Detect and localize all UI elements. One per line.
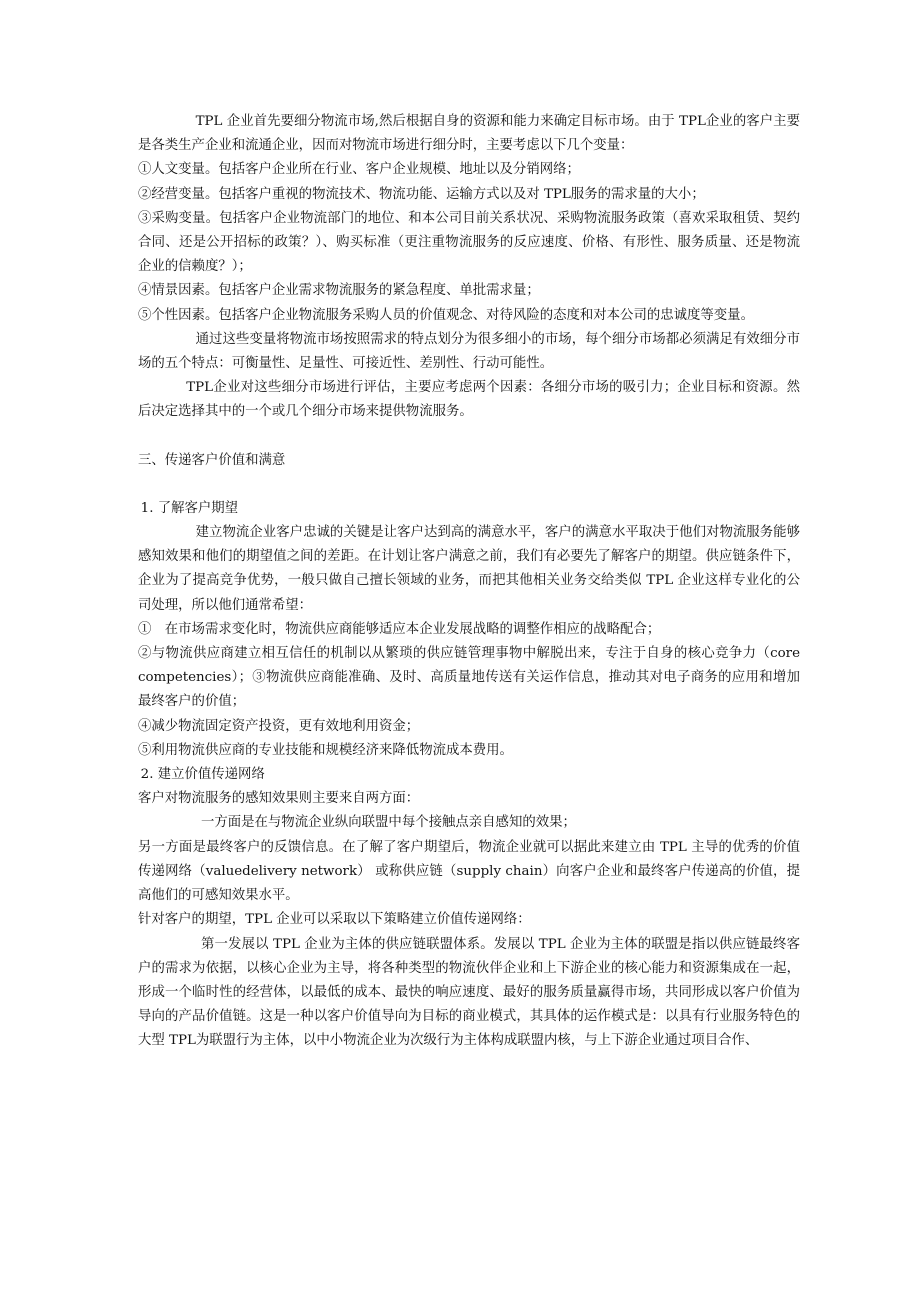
spacer <box>138 473 800 497</box>
list-item-hope-1: ① 在市场需求变化时，物流供应商能够适应本企业发展战略的调整作相应的战略配合； <box>138 621 661 637</box>
list-item-purchasing: ③采购变量。包括客户企业物流部门的地位、和本公司目前关系状况、采购物流服务政策（喜欢采取租赁、契约合同、还是公开招标的政策？）、购买标准（更注重物流服务的反应速度、价格、有形性、服务质量、还是物流企业的信赖度？）； <box>138 210 800 275</box>
list-item-situational: ④情景因素。包括客户企业需求物流服务的紧急程度、单批需求量； <box>138 283 540 299</box>
paragraph-evaluation: TPL企业对这些细分市场进行评估，主要应考虑两个因素：各细分市场的吸引力；企业目标和资源。然后决定选择其中的一个或几个细分市场来提供物流服务。 <box>138 380 800 420</box>
subsection-heading-1: 1. 了解客户期望 <box>140 500 239 516</box>
list-item-hope-2-3: ②与物流供应商建立相互信任的机制以从繁琐的供应链管理事物中解脱出来，专注于自身的核心竞争力（core competencies）；③物流供应商能准确、及时、高质量地传送有关运作信息，推动其对电子商务的应用和增加最终客户的价值； <box>138 646 800 710</box>
spacer <box>138 425 800 449</box>
list-item-hope-4: ④减少物流固定资产投资，更有效地利用资金； <box>138 718 420 734</box>
subsection-heading-2: 2. 建立价值传递网络 <box>140 767 265 783</box>
paragraph-one-side: 一方面是在与物流企业纵向联盟中每个接触点亲自感知的效果； <box>200 815 576 831</box>
list-item-operating: ②经营变量。包括客户重视的物流技术、物流功能、运输方式以及对 TPL服务的需求量的大小； <box>138 186 705 202</box>
paragraph-perception: 客户对物流服务的感知效果则主要来自两方面： <box>138 791 420 807</box>
list-item-hope-5: ⑤利用物流供应商的专业技能和规模经济来降低物流成本费用。 <box>138 742 513 758</box>
paragraph-segmentation: 通过这些变量将物流市场按照需求的特点划分为很多细小的市场，每个细分市场都必须满足有效细分市场的五个特点：可衡量性、足量性、可接近性、差别性、行动可能性。 <box>138 331 800 372</box>
paragraph-alliance: 第一发展以 TPL 企业为主体的供应链联盟体系。发展以 TPL 企业为主体的联盟是指以供应链最终客户的需求为依据，以核心企业为主导，将各种类型的物流伙伴企业和上下游企业的核心能力和资源集成在一起，形成一个临时性的经营体，以最低的成本、最快的响应速度、最好的服务质量赢得市场，共同形成以客户价值为导向的产品价值链。这是一种以客户价值导向为目标的商业模式，其具体的运作模式是：以具有行业服务特色的大型 TPL为联盟行为主体，以中小物流企业为次级行为主体构成联盟内核，与上下游企业通过项目合作、 <box>138 936 800 1049</box>
paragraph-strategy-intro: 针对客户的期望，TPL 企业可以采取以下策略建立价值传递网络： <box>138 912 531 928</box>
paragraph-expectations: 建立物流企业客户忠诚的关键是让客户达到高的满意水平，客户的满意水平取决于他们对物流服务能够感知效果和他们的期望值之间的差距。在计划让客户满意之前，我们有必要先了解客户的期望。供应链条件下，企业为了提高竞争优势，一般只做自己擅长领域的业务，而把其他相关业务交给类似 TPL 企业这样专业化的公司处理，所以他们通常希望： <box>138 525 800 613</box>
paragraph-intro: TPL 企业首先要细分物流市场,然后根据自身的资源和能力来确定目标市场。由于 TPL企业的客户主要是各类生产企业和流通企业，因而对物流市场进行细分时，主要考虑以下几个变量： <box>138 114 800 154</box>
list-item-demographic: ①人文变量。包括客户企业所在行业、客户企业规模、地址以及分销网络； <box>138 162 580 178</box>
section-heading: 三、传递客户价值和满意 <box>138 452 286 468</box>
document-body <box>138 110 800 1054</box>
paragraph-other-side: 另一方面是最终客户的反馈信息。在了解了客户期望后，物流企业就可以据此来建立由 TPL 主导的优秀的价值传递网络（valuedelivery network） 或称供应链（supply chain）向客户企业和最终客户传递高的价值，提高他们的可感知效果水平。 <box>138 839 800 904</box>
list-item-personal: ⑤个性因素。包括客户企业物流服务采购人员的价值观念、对待风险的态度和对本公司的忠诚度等变量。 <box>138 307 754 323</box>
